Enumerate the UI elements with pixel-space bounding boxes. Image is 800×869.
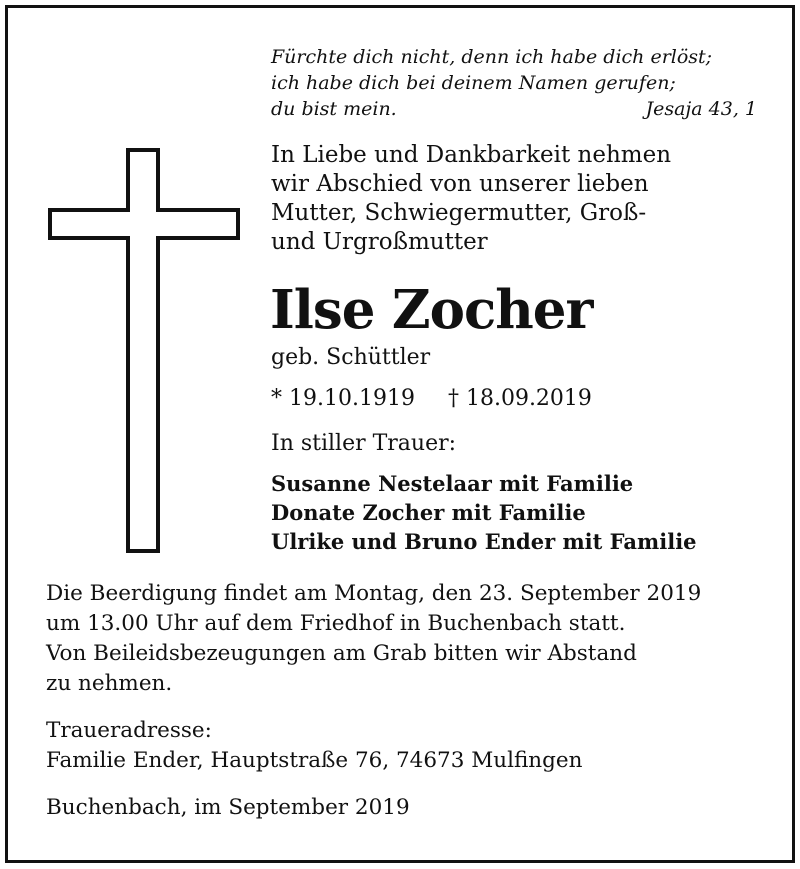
intro-line: Mutter, Schwiegermutter, Groß- <box>271 200 647 226</box>
intro-line: und Urgroßmutter <box>271 229 488 255</box>
funeral-line: um 13.00 Uhr auf dem Friedhof in Buchenbach statt. <box>46 611 626 636</box>
death-date: † 18.09.2019 <box>447 386 592 411</box>
mourners-list <box>271 469 697 556</box>
mourner-item: Ulrike und Bruno Ender mit Familie <box>271 529 697 554</box>
mourner-item: Donate Zocher mit Familie <box>271 500 586 525</box>
address-heading: Traueradresse: <box>46 718 212 743</box>
mourner-item: Susanne Nestelaar mit Familie <box>271 471 634 496</box>
verse-line: Fürchte dich nicht, denn ich habe dich erlöst; <box>271 46 713 68</box>
birth-date: * 19.10.1919 <box>271 386 415 411</box>
verse-last-line <box>271 96 757 122</box>
address-line: Familie Ender, Hauptstraße 76, 74673 Mulfingen <box>46 748 583 773</box>
verse-line: ich habe dich bei deinem Namen gerufen; <box>271 72 676 94</box>
funeral-line: zu nehmen. <box>46 671 173 696</box>
cross-icon <box>48 148 240 554</box>
life-dates <box>271 385 592 413</box>
verse-line: du bist mein. <box>271 98 397 120</box>
funeral-line: Von Beileidsbezeugungen am Grab bitten wir Abstand <box>46 641 637 666</box>
verse-reference: Jesaja 43, 1 <box>645 98 757 120</box>
mourning-heading: In stiller Trauer: <box>271 431 457 456</box>
intro-line: In Liebe und Dankbarkeit nehmen <box>271 142 672 168</box>
intro-text <box>271 141 671 257</box>
place-date: Buchenbach, im September 2019 <box>46 795 410 820</box>
maiden-name: geb. Schüttler <box>271 345 431 370</box>
funeral-info <box>46 579 701 699</box>
deceased-name: Ilse Zocher <box>270 279 593 341</box>
funeral-line: Die Beerdigung findet am Montag, den 23. September 2019 <box>46 581 702 606</box>
mourning-address <box>46 716 582 776</box>
bible-verse <box>271 44 757 122</box>
intro-line: wir Abschied von unserer lieben <box>271 171 649 197</box>
